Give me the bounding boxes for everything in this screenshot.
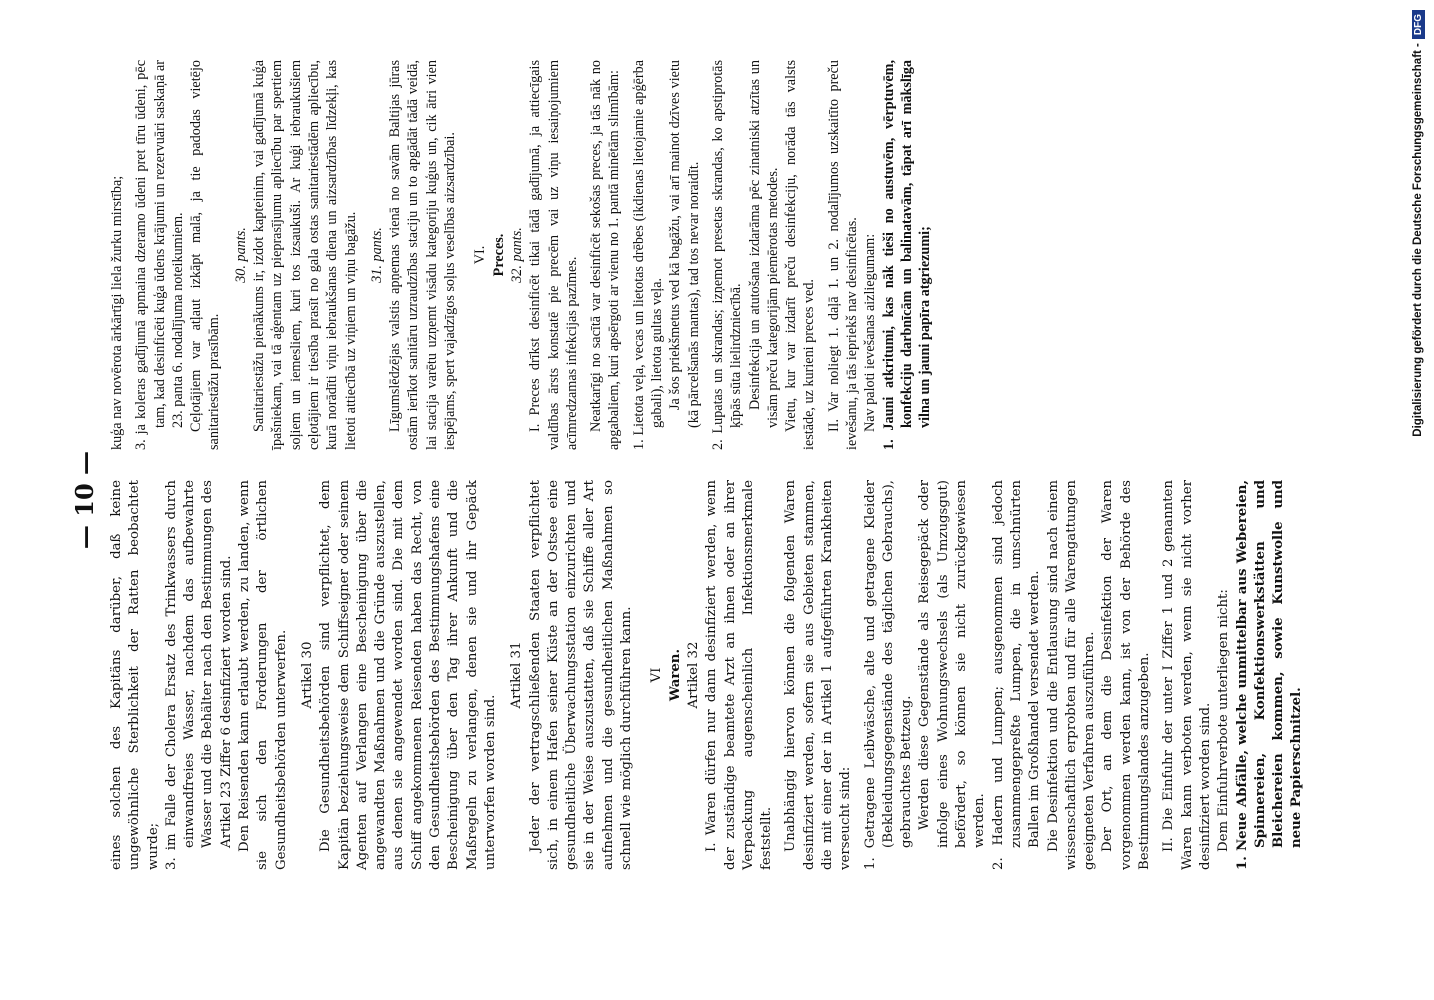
article-heading: 32. pants. [508, 227, 525, 283]
list-item: 3. im Falle der Cholera Ersatz des Trinkwassers durch einwandfreies Wasser, nachdem das aufbewahrte Wasser und die Behälter nach den Bestimmungen des Artikel 23 Ziffer 6 desinfiziert worden sind. [163, 480, 234, 870]
list-item: 1. Lietota veļa, vecas un lietotas drēbes (ikdienas lietojamie apģērba gabali), lietota gultas veļa. [630, 60, 666, 450]
german-column [108, 480, 1307, 870]
section-title: Preces. [490, 233, 507, 277]
section-number: VI. [472, 245, 489, 265]
paragraph: I. Waren dürfen nur dann desinfiziert werden, wenn der zuständige beamtete Arzt an ihnen oder an ihrer Verpackung augenscheinlich Infektionsmerkmale feststellt. [704, 480, 775, 870]
list-item: 1. Getragene Leibwäsche, alte und getragene Kleider (Bekleidungsgegenstände des täglichen Gebrauchs), gebrauchtes Bettzeug. [862, 480, 915, 870]
paragraph: Ceļotājiem var atļaut izkāpt malā, ja tie padodas vietējo sanitariestāžu prasībām. [188, 60, 223, 450]
paragraph: II. Die Einfuhr der unter I Ziffer 1 und 2 genannten Waren kann verboten werden, wenn sie nicht vorher desinfiziert worden sind. [1161, 480, 1213, 870]
paragraph: Līgumslēdzējas valstis apņemas vienā no savām Baltijas jūras ostām ierīkot sanitāru uzraudzības staciju un to apgādāt tādā veidā, lai stacija varētu uzņemt visādu kategoriju kuģus un, cik ātri vien iespējams, spert vajadzīgos soļus veselības aizsardzībai. [387, 60, 459, 450]
paragraph: Werden diese Gegenstände als Reisegepäck oder infolge eines Wohnungswechsels (als Umzugsgut) befördert, so können sie nicht zurückgewiesen werden. [917, 480, 988, 848]
paragraph: Unabhängig hiervon können die folgenden Waren desinfiziert werden, sofern sie aus Gebieten stammen, die mit einer der in Artikel 1 aufgeführten Krankheiten verseucht sind: [783, 480, 854, 870]
paragraph: kuģa nav novērota ārkārtīgi liela žurku mirstība; [109, 175, 125, 450]
section-title: Waren. [667, 648, 683, 702]
paragraph: Jeder der vertragschließenden Staaten verpflichtet sich, in einem Hafen seiner Küste an der Ostsee eine gesundheitliche Überwachungsstation einzurichten und sie in der Weise auszustatten, daß sie Schiffe aller Art aufnehmen und die gesundheitlichen Maßnahmen so schnell wie möglich durchführen kann. [527, 480, 635, 870]
list-item: 2. Lupatas un skrandas; izņemot presetas skrandas, ko apstiprotās ķīpās sūta lielirdzniecībā. [709, 60, 745, 450]
list-item: 1. Jauni atkritumi, kas nāk tieši no austuvēm, vērptuvēm, konfekciju darbnīcām un balinatavām, tāpat arī mākslīga vilna un jauni papīra atgriezumi; [880, 60, 934, 450]
digitization-credit [1405, 10, 1431, 990]
list-item: 2. Hadern und Lumpen; ausgenommen sind jedoch zusammengepreßte Lumpen, die in umschnürten Ballen im Großhandel versendet werden. [990, 480, 1043, 870]
paragraph: Vietu, kur var izdarīt preču desinfekciju, norāda tās valsts iestāde, uz kurieni preces ved. [783, 60, 818, 450]
paragraph: Ja šos priekšmetus ved kā bagāžu, vai arī mainot dzīves vietu (kā pārcelšanās mantas), tad tos nevar noraidīt. [667, 60, 702, 428]
credit-text: Digitalisierung gefördert durch die Deutsche Forschungsgemeinschaft - [1412, 43, 1424, 437]
paragraph: Die Gesundheitsbehörden sind verpflichtet, dem Kapitän beziehungsweise dem Schiffseigner oder seinem Agenten auf Verlangen eine Bescheinigung über die angewandten Maßnahmen und die Gründe auszustellen, aus denen sie angewendet worden sind. Die mit dem Schiff angekommenen Reisenden haben das Recht, von den Gesundheitsbehörden des Bestimmungshafens eine Bescheinigung über den Tag ihrer Ankunft und die Maßregeln zu verlangen, denen sie und ihr Gepäck unterworfen worden sind. [318, 480, 498, 870]
latvian-column [108, 60, 934, 450]
paragraph: Die Desinfektion und die Entlausung sind nach einem wissenschaftlich erprobten und für alle Warengattungen geeigneten Verfahren auszuführen. [1045, 480, 1098, 870]
article-heading: Artikel 31 [509, 641, 525, 709]
page-number: — 10 — [70, 450, 99, 550]
list-item: 3. ja koleras gadījumā apmaina dzeramo ūdeni pret tīru ūdeni, pēc tam, kad desinficēti kuģa ūdens krājumi un rezervuāri saskaņā ar 23. panta 6. nodalījuma noteikumiem. [133, 60, 186, 450]
paragraph: II. Var noliegt 1. daļā 1. un 2. nodalījumos uzskaitīto preču ievešanu, ja tās iepriekš nav desinficētas. [825, 60, 860, 450]
paragraph: Desinfekcija un atutošana izdarāma pēc zinatniski atzītas un visām preču kategorijām piemērotas metodes. [746, 60, 781, 428]
list-item: 1. Neue Abfälle, welche unmittelbar aus Webereien, Spinnereien, Konfektionswerkstätten und Bleichereien kommen, sowie Kunstwolle und neue Papierschnitzel. [1234, 480, 1305, 870]
paragraph: Der Ort, an dem die Desinfektion der Waren vorgenommen werden kann, ist von der Behörde des Bestimmungslandes anzugeben. [1100, 480, 1153, 870]
paragraph: Neatkarīgi no sacītā var desinficēt sekošas preces, ja tās nāk no apgabaliem, kuri apsērgoti ar vienu no 1. pantā minētām slimībām: [588, 60, 623, 450]
paragraph: eines solchen des Kapitäns darüber, daß keine ungewöhnliche Sterblichkeit der Ratten beobachtet wurde; [109, 480, 161, 870]
paragraph: I. Preces drīkst desinficēt tikai tādā gadījumā, ja attiecīgais valdības ārsts konstatē pie precēm vai uz viņu iesaiņojumiem acīmredzamas infekcijas pazīmes. [527, 60, 580, 450]
article-heading: 30. pants. [232, 227, 249, 283]
paragraph: Nav paloti ievešanas aizliegumam: [862, 233, 879, 432]
section-number: VI [649, 667, 665, 683]
article-heading: Artikel 30 [299, 641, 315, 709]
paragraph: Sanitariestāžu pienākums ir, izdot kapteinim, vai gadījumā kuģa īpašniekam, vai tā aģentam uz pieprasījumu apliecību par spertiem soļiem un iemesliem, kuri tos izsaukuši. Ar kuģi iebraukušiem ceļotājiem ir tiesība prasīt no gala ostas sanitariestādēm apliecību, kurā norādīti viņu iebraukšanas diena un aizsardzības līdzekļi, kas lietoti attiecībā uz viņiem un viņu bagāžu. [251, 60, 359, 450]
article-heading: Artikel 32 [685, 641, 701, 709]
dfg-logo: DFG [1412, 10, 1425, 39]
article-heading: 31. pants. [368, 227, 385, 283]
paragraph: Dem Einfuhrverbote unterliegen nicht: [1216, 589, 1232, 852]
paragraph: Den Reisenden kann erlaubt werden, zu landen, wenn sie sich den Forderungen der örtlichen Gesundheitsbehörden unterwerfen. [237, 480, 289, 870]
